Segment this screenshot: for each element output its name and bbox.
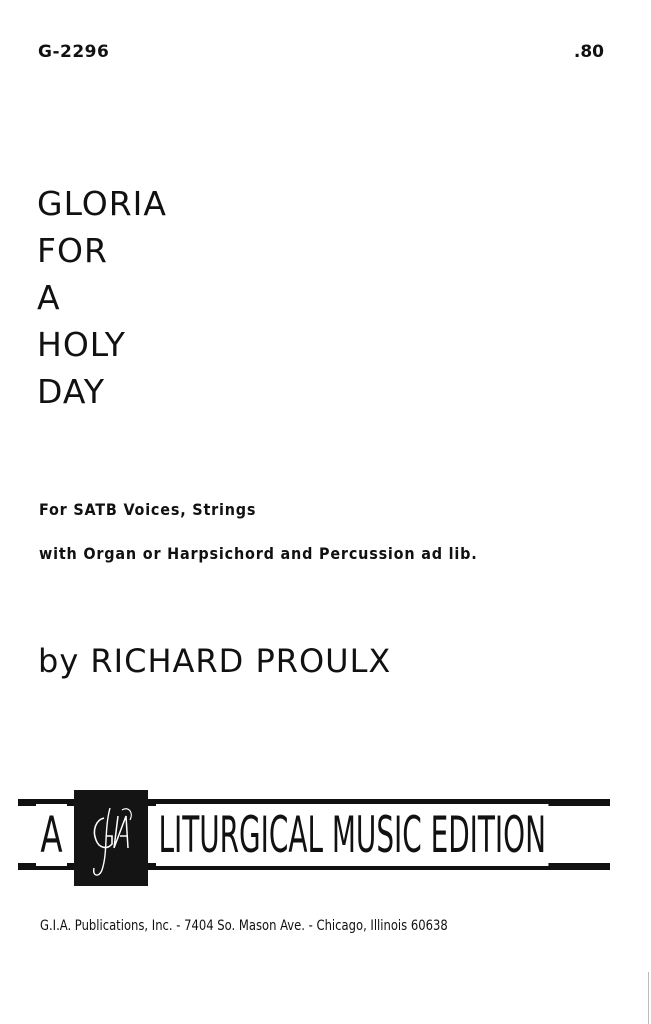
edition-banner — [18, 790, 610, 890]
gia-logo — [74, 790, 148, 886]
edition-title: LITURGICAL MUSIC EDITION — [156, 804, 548, 866]
scoring-line-2: with Organ or Harpsichord and Percussion ad lib. — [39, 544, 478, 563]
title-line: HOLY — [37, 325, 126, 364]
scoring-line-1: For SATB Voices, Strings — [39, 500, 257, 519]
title-line: A — [37, 278, 61, 317]
title-line: FOR — [37, 231, 108, 270]
publisher-address: G.I.A. Publications, Inc. - 7404 So. Mason Ave. - Chicago, Illinois 60638 — [40, 918, 448, 934]
page-title — [37, 180, 167, 415]
title-line: DAY — [37, 372, 106, 411]
gia-monogram-icon — [74, 790, 148, 886]
banner-article: A — [36, 804, 67, 866]
title-line: GLORIA — [37, 184, 167, 223]
composer-credit: by RICHARD PROULX — [38, 642, 392, 680]
page-edge-mark — [648, 972, 649, 1024]
catalog-number: G-2296 — [38, 42, 110, 62]
price: .80 — [573, 42, 604, 62]
